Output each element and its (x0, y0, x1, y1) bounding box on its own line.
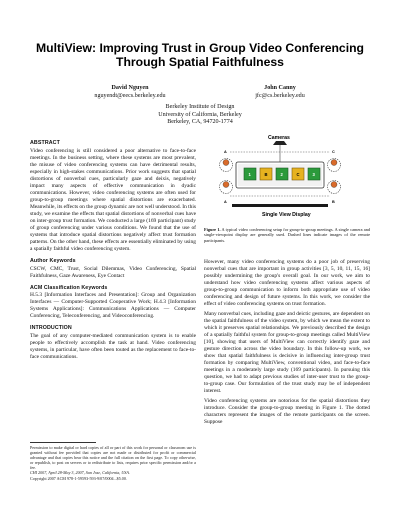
display-label: Single View Display (262, 212, 311, 218)
author-name: David Nguyen (111, 85, 149, 91)
caption-text: A typical video conferencing setup for group-to-group meetings. A single camera and single-viewpoint display are generally used. Dashed lines indicate images of the remote participants. (204, 227, 370, 243)
copyright-permission: Permission to make digital or hard copies of all or part of this work for personal or classroom use is granted without fee provided that copies are not made or distributed for profit or commercial advantage and that copies bear this notice and the full citation on the first page. To copy otherwise, or republish, to post on servers or to redistribute to lists, requires prior specific permission and/or a fee. (30, 445, 196, 471)
body-paragraph: Many nonverbal cues, including gaze and deictic gestures, are dependent on the spatial faithfulness of the video system, by which we mean the extent to which it preserves spatial relationships. We previously described the design of a spatially faithful system for group-to-group meetings called MultiView [10], showing that users of MultiView can correctly identify gaze and gesture direction across the video boundary. In this follow-up work, we show that spatial faithfulness is decisive in influencing inter-group trust formation by comparing MultiView, conventional video, and face-to-face meetings in a moderately large study (169 participants). In pursuing this question, we had to adapt previous studies of inter-user trust to the group-to-group case. Our formulation of the trust study may be of independent interest. (204, 310, 370, 395)
remote-participant-a (220, 159, 233, 172)
remote-participant-c (328, 159, 341, 172)
body-paragraph: However, many video conferencing systems do a poor job of preserving nonverbal cues that are important in group activities [3, 5, 10, 11, 15, 16] possibly undermining the group's overall goal. In our work, we aim to understand how video conferencing systems affect various aspects of group-to-group communication to inform both appropriate use of video conferencing and design of future systems. In this work, we consider the effect of video conferencing systems on trust formation. (204, 259, 370, 308)
position-tag: 3 (312, 171, 315, 177)
copyright-acm: Copyright 2007 ACM 978-1-59593-593-9/07/0004...$5.00. (30, 475, 127, 481)
introduction-heading: INTRODUCTION (30, 325, 72, 332)
position-tag: A (224, 200, 227, 204)
cameras-label: Cameras (268, 135, 290, 141)
affiliation-institute: Berkeley Institute of Design (165, 104, 235, 110)
affiliation (100, 104, 300, 127)
acm-text: H.5.3 [Information Interfaces and Presentation]: Group and Organization Interfaces — Computer-Supported Cooperative Work; H.4.3 [Information Systems Applications]: Communications Applications — Computer Conferencing, Teleconferencing, and Videoconferencing. (30, 292, 196, 320)
body-paragraph: Video conferencing systems are notorious for the spatial distortions they introduce. Consider the group-to-group meeting in Figure 1. The dotted characters represent the images of the remote participants on the screen. Suppose (204, 397, 370, 426)
keywords-heading: Author Keywords (30, 258, 76, 265)
position-tag: C (296, 171, 300, 177)
author-email: jfc@cs.berkeley.edu (255, 92, 305, 99)
paper-title-line-1: MultiView: Improving Trust in Group Video Conferencing (36, 41, 364, 55)
author-block (205, 85, 355, 100)
author-block (55, 85, 205, 100)
author-name: John Canny (264, 85, 296, 91)
camera-icon (273, 141, 287, 145)
position-tag: B (264, 171, 268, 177)
acm-heading: ACM Classification Keywords (30, 284, 108, 291)
copyright-conference: CHI 2007, April 28-May 3, 2007, San Jose, California, USA. (30, 470, 130, 476)
right-column (204, 259, 370, 426)
remote-participant-d (328, 181, 341, 194)
left-column (30, 140, 196, 361)
position-tag: A (224, 150, 227, 154)
figure-1-diagram (212, 132, 362, 222)
position-tag: C (332, 150, 335, 154)
introduction-text: The goal of any computer-mediated communication system is to enable people to effectively accomplish the task at hand. Video conferencing systems, in particular, have often been touted as the replacement to face-to-face communications. (30, 332, 196, 361)
paper-title-line-2: Through Spatial Faithfulness (116, 55, 284, 69)
display-screen (232, 204, 328, 207)
position-tag: B (332, 200, 335, 204)
abstract-heading: ABSTRACT (30, 140, 60, 146)
footnote-rule (30, 442, 96, 443)
affiliation-university: University of California, Berkeley (158, 111, 242, 118)
remote-participant-b (220, 181, 233, 194)
figure-1-caption (204, 227, 370, 243)
position-tag: 2 (280, 171, 283, 177)
caption-label: Figure 1. (204, 227, 221, 232)
affiliation-address: Berkeley, CA, 94720-1774 (167, 119, 233, 125)
keywords-text: CSCW, CMC, Trust, Social Dilemmas, Video Conferencing, Spatial Faithfulness, Gaze Awareness, Eye Contact (30, 265, 196, 279)
position-tag: 1 (248, 171, 251, 177)
abstract-text: Video conferencing is still considered a poor alternative to face-to-face meetings. In the business setting, where these systems are most prevalent, the misuse of video conferencing systems can have detrimental results, especially in high-stakes communications. Prior work suggests that spatial distortions of nonverbal cues, particularly gaze and deixis, negatively impact many aspects of effective communication in dyadic communications. However, video conferencing systems are often used for group-to-group meetings where spatial distortions are exacerbated. Meanwhile, its effects on the group dynamic are not well understood. In this study, we examine the effects that spatial distortions of nonverbal cues have on inter-group trust formation. We conducted a large (169 participant) study of group conferencing under various conditions. We found that the use of systems that introduce spatial distortions negatively affect trust formation patterns. On the other hand, these effects are essentially eliminated by using a spatially faithful video conferencing system. (30, 147, 197, 253)
author-email: nguyendt@eecs.berkeley.edu (94, 92, 166, 99)
copyright-notice (30, 445, 196, 481)
